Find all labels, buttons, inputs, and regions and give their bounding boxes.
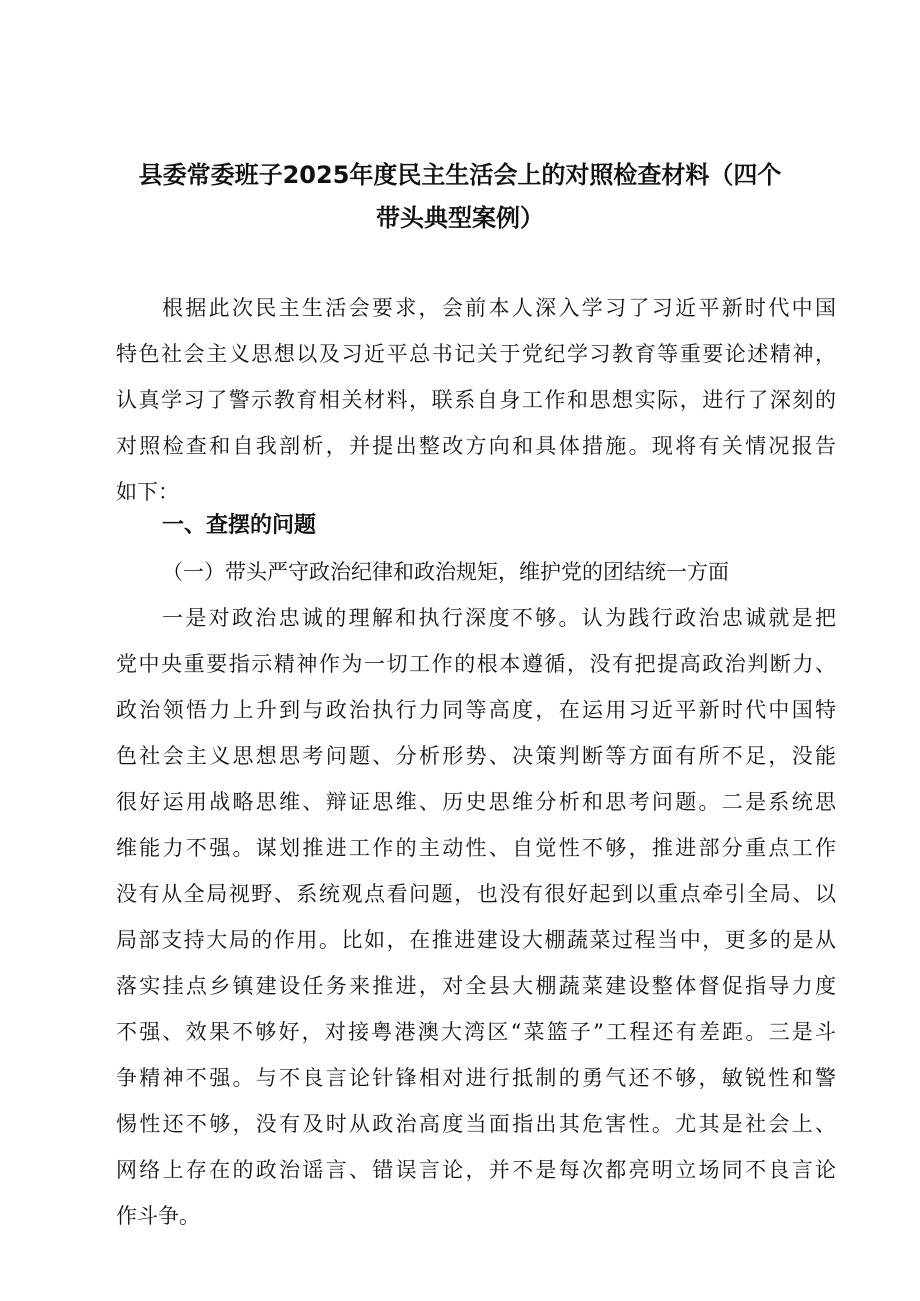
paragraph-line: 很好运用战略思维、辩证思维、历史思维分析和思考问题。二是系统思 [116,790,836,814]
body-paragraph [116,595,836,1239]
paragraph-line: 没有从全局视野、系统观点看问题，也没有很好起到以重点牵引全局、以 [116,882,836,906]
section-heading: 一、查摆的问题 [162,513,317,538]
paragraph-line: 认真学习了警示教育相关材料，联系自身工作和思想实际，进行了深刻的 [116,388,836,412]
paragraph-line: 争精神不强。与不良言论针锋相对进行抵制的勇气还不够，敏锐性和警 [116,1066,836,1090]
intro-paragraph [116,285,836,515]
document-title-line-1: 县委常委班子2025年度民主生活会上的对照检查材料（四个 [138,161,782,189]
paragraph-line: 维能力不强。谋划推进工作的主动性、自觉性不够，推进部分重点工作 [116,836,836,860]
paragraph-line: 局部支持大局的作用。比如，在推进建设大棚蔬菜过程当中，更多的是从 [116,928,836,952]
paragraph-line: 如下： [116,480,179,504]
paragraph-line: 惕性还不够，没有及时从政治高度当面指出其危害性。尤其是社会上、 [116,1112,836,1136]
paragraph-line: 政治领悟力上升到与政治执行力同等高度，在运用习近平新时代中国特 [116,698,836,722]
paragraph-line: 一是对政治忠诚的理解和执行深度不够。认为践行政治忠诚就是把 [162,606,836,630]
subsection-heading: （一）带头严守政治纪律和政治规矩，维护党的团结统一方面 [162,560,729,584]
paragraph-line: 党中央重要指示精神作为一切工作的根本遵循，没有把提高政治判断力、 [116,652,836,676]
paragraph-line: 色社会主义思想思考问题、分析形势、决策判断等方面有所不足，没能 [116,744,836,768]
paragraph-line: 不强、效果不够好，对接粤港澳大湾区“菜篮子”工程还有差距。三是斗 [116,1020,836,1044]
paragraph-line: 对照检查和自我剖析，并提出整改方向和具体措施。现将有关情况报告 [116,434,836,458]
paragraph-line: 作斗争。 [116,1204,200,1228]
paragraph-line: 特色社会主义思想以及习近平总书记关于党纪学习教育等重要论述精神， [116,342,836,366]
paragraph-line: 落实挂点乡镇建设任务来推进，对全县大棚蔬菜建设整体督促指导力度 [116,974,836,998]
paragraph-line: 根据此次民主生活会要求，会前本人深入学习了习近平新时代中国 [162,296,836,320]
document-title-line-2: 带头典型案例） [376,204,544,232]
paragraph-line: 网络上存在的政治谣言、错误言论，并不是每次都亮明立场同不良言论 [116,1158,836,1182]
